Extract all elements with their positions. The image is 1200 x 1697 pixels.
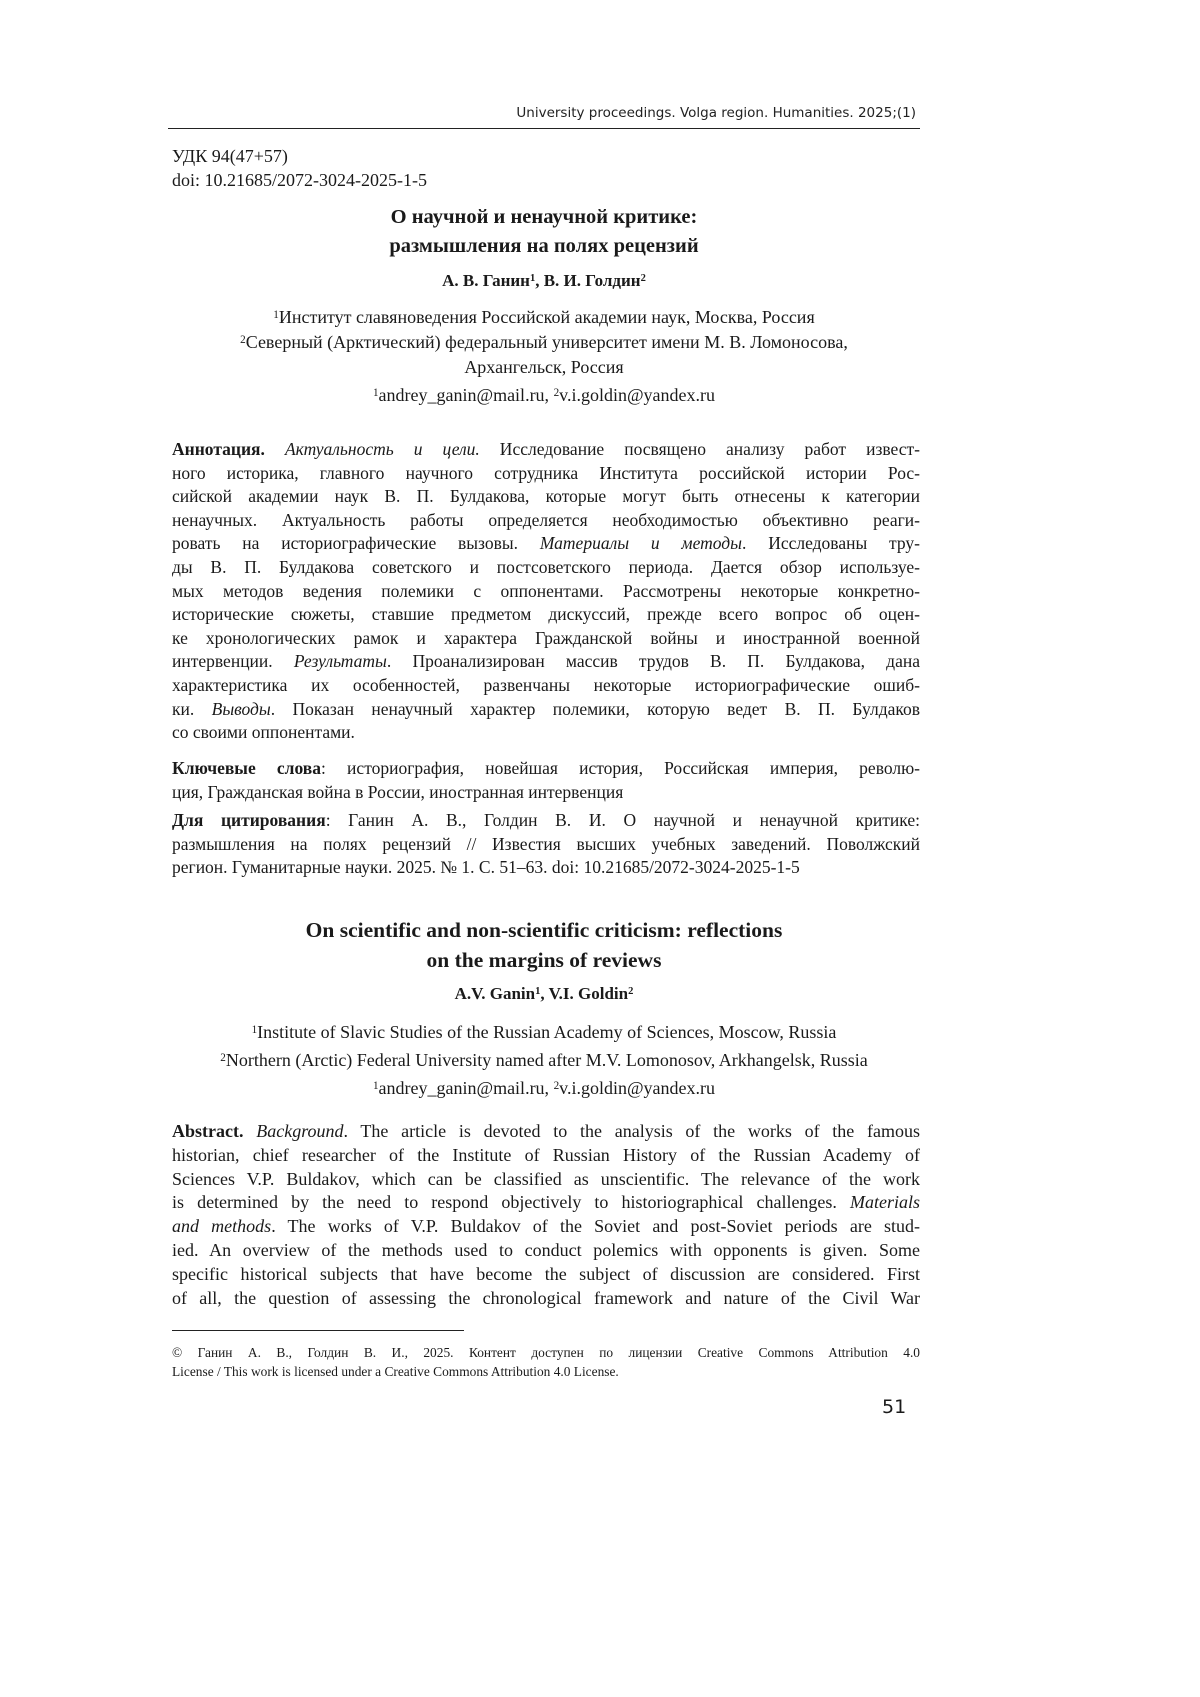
abstract-heading-en: and methods: [172, 1216, 272, 1237]
authors-ru: [168, 271, 920, 291]
running-head-text: University proceedings. Volga region. Humanities. 2025;(1): [516, 105, 916, 121]
affiliation-2-city: Архангельск, Россия: [464, 357, 624, 377]
emails-en: $^1$andrey_ganin@mail.ru, $^2$v.i.goldin@yandex.ru: [372, 1078, 716, 1098]
author-1-en: A.V. Ganin: [454, 984, 536, 1003]
title-en: [168, 915, 920, 975]
authors-en: A.V. Ganin$^1$, V.I. Goldin$^2$: [454, 984, 634, 1003]
running-head: [168, 100, 920, 129]
abstract-heading-en: Materials: [850, 1192, 920, 1213]
article-meta: [172, 144, 427, 192]
affiliation-2: $^2$Северный (Арктический) федеральный университет имени М. В. Ломоносова,: [240, 332, 848, 352]
affiliations-en: [168, 1018, 920, 1102]
affil-mark-1: 1: [529, 273, 536, 285]
title-ru: [168, 203, 920, 261]
affiliation-1-en: $^1$Institute of Slavic Studies of the Russian Academy of Sciences, Moscow, Russia: [251, 1022, 837, 1042]
udc-code: УДК 94(47+57): [172, 146, 288, 166]
keywords-label: Ключевые слова: [172, 758, 322, 778]
abstract-ru: Аннотация. Актуальность и цели. Исследование посвящено анализу работ извест- ного историка, главного научного сотрудника Института российской истории Рос- сийской академии наук В. П. Булдакова, которые могут быть отнесены к категории ненаучных. Актуальность работы определяется необходимостью объективно реаги- ровать на историографические вызовы. Материалы и методы. Исследованы тру- ды В. П. Булдакова советского и постсоветского периода. Дается обзор используе- мых методов ведения полемики с оппонентами. Рассмотрены некоторые конкретно- исторические сюжеты, ставшие предметом дискуссий, прежде всего вопрос об оцен- ке хронологических рамок и характера Гражданской войны и иностранной военной интервенции. Результаты. Проанализирован массив трудов В. П. Булдакова, дана характеристика их особенностей, развенчаны некоторые историографические ошиб- ки. Выводы. Показан ненаучный характер полемики, которую ведет В. П. Булдаков со своими оппонентами.: [172, 439, 920, 743]
abstract-heading: Выводы: [211, 698, 271, 719]
author-1: А. В. Ганин: [442, 271, 530, 290]
affil-mark-2: 2: [640, 273, 646, 285]
abstract-heading: Материалы и методы: [539, 533, 742, 554]
email-2-en[interactable]: v.i.goldin@yandex.ru: [559, 1078, 716, 1098]
abstract-heading: Результаты: [293, 651, 387, 672]
title-en-line-1: On scientific and non-scientific criticism: reflections: [305, 918, 783, 942]
abstract-heading-en: Background: [256, 1121, 344, 1141]
title-en-line-2: on the margins of reviews: [426, 948, 662, 972]
email-1[interactable]: andrey_ganin@mail.ru,: [378, 385, 554, 405]
abstract-heading: Актуальность и цели.: [284, 439, 480, 459]
citation-ru: Для цитирования: Ганин А. В., Голдин В. И. О научной и ненаучной критике: размышления на полях рецензий // Известия высших учебных заведений. Поволжский регион. Гуманитарные науки. 2025. № 1. С. 51–63. doi: 10.21685/2072-3024-2025-1-5: [172, 810, 920, 878]
abstract-label: Аннотация.: [172, 439, 265, 459]
page-number: 51: [882, 1396, 907, 1418]
author-2-en: V.I. Goldin: [548, 984, 629, 1003]
email-2[interactable]: v.i.goldin@yandex.ru: [559, 385, 716, 405]
abstract-en: Abstract. Background. The article is devoted to the analysis of the works of the famous historian, chief researcher of the Institute of Russian History of the Russian Academy of Sciences V.P. Buldakov, which can be classified as unscientific. The relevance of the work is determined by the need to respond objectively to historiographical challenges. Materials and methods. The works of V.P. Buldakov of the Soviet and post-Soviet periods are stud- ied. An overview of the methods used to conduct polemics with opponents is given. Some specific historical subjects that have become the subject of discussion are considered. First of all, the question of assessing the chronological framework and nature of the Civil War: [172, 1121, 921, 1308]
abstract-label-en: Abstract.: [172, 1121, 244, 1141]
doi: doi: 10.21685/2072-3024-2025-1-5: [172, 170, 427, 190]
footnote-divider: [172, 1330, 464, 1331]
affiliations-ru: [168, 305, 920, 408]
title-ru-line-2: размышления на полях рецензий: [389, 235, 699, 257]
author-2: В. И. Голдин: [543, 271, 641, 290]
emails: $^1$andrey_ganin@mail.ru, $^2$v.i.goldin@yandex.ru: [372, 385, 716, 405]
affiliation-1: $^1$Институт славяноведения Российской академии наук, Москва, Россия: [273, 307, 815, 327]
email-1-en[interactable]: andrey_ganin@mail.ru,: [378, 1078, 554, 1098]
affil-mark-1: 1: [273, 308, 279, 321]
citation-label: Для цитирования: [172, 810, 326, 830]
affil-mark-2: 2: [240, 333, 246, 346]
license-footnote: © Ганин А. В., Голдин В. И., 2025. Контент доступен по лицензии Creative Commons Attribution 4.0 License / This work is licensed under a Creative Commons Attribution 4.0 License.: [172, 1345, 920, 1379]
affiliation-2-en: $^2$Northern (Arctic) Federal University named after M.V. Lomonosov, Arkhangelsk, Russia: [220, 1050, 868, 1070]
author-separator: ,: [535, 271, 544, 290]
title-ru-line-1: О научной и ненаучной критике:: [390, 206, 698, 228]
keywords-ru: Ключевые слова: историография, новейшая история, Российская империя, револю- ция, Гражданская война в России, иностранная интервенция: [172, 758, 920, 802]
